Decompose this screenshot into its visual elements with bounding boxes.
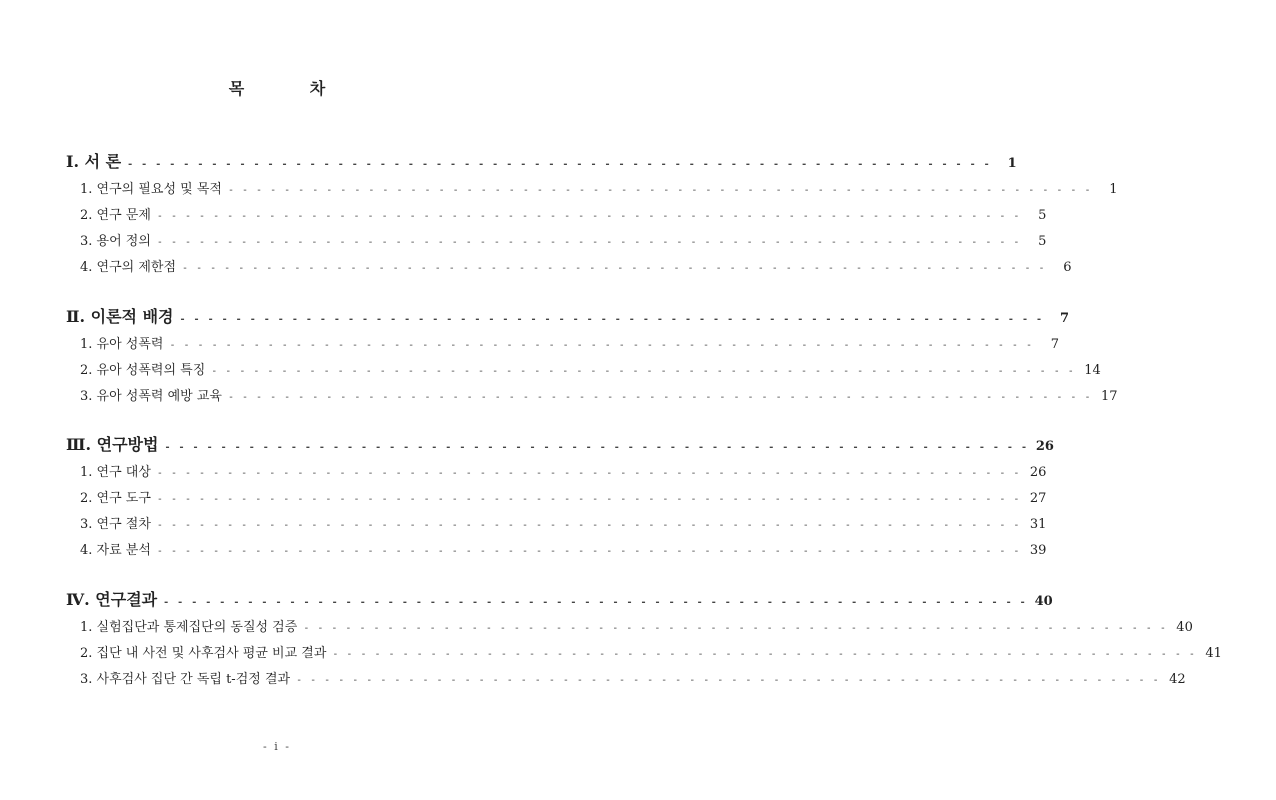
dot-leader: - - - - - - - - - - - - - - - - - - - - - - - - - - - - - - - - - - - - - - - - - - - - - - - - - - - - - - - - - - - - - - (156, 546, 1021, 557)
toc-title: 목 차 (228, 79, 356, 98)
dot-leader: - - - - - - - - - - - - - - - - - - - - - - - - - - - - - - - - - - - - - - - - - - - - - - - - - - - - - - - - - - - - - - (227, 185, 1092, 196)
toc-section-4[interactable] (0, 587, 1053, 610)
toc-page-number: 26 (1035, 439, 1054, 454)
toc-item-label: 4. 자료 분석 (80, 543, 151, 558)
toc-item[interactable] (0, 461, 1047, 480)
dot-leader: - - - - - - - - - - - - - - - - - - - - - - - - - - - - - - - - - - - - - - - - - - - - - - - - - - - - - - - - - - - - - - (156, 468, 1021, 479)
toc-page-number: 7 (1059, 311, 1070, 326)
dot-leader: - - - - - - - - - - - - - - - - - - - - - - - - - - - - - - - - - - - - - - - - - - - - - - - - - - - - - - - - - - - - - - (296, 675, 1160, 686)
toc-item[interactable] (0, 539, 1047, 558)
dot-leader: - - - - - - - - - - - - - - - - - - - - - - - - - - - - - - - - - - - - - - - - - - - - - - - - - - - - - - - - - - - - - - (127, 159, 991, 170)
toc-page-number: 40 (1176, 620, 1193, 635)
dot-leader: - - - - - - - - - - - - - - - - - - - - - - - - - - - - - - - - - - - - - - - - - - - - - - - - - - - - - - - - - - - - - - (164, 442, 1028, 453)
toc-item-label: 1. 연구 대상 (80, 465, 151, 480)
toc-item[interactable] (0, 256, 1072, 275)
toc-section-2[interactable] (0, 304, 1070, 327)
toc-page-number: 39 (1029, 543, 1047, 558)
toc-item[interactable] (0, 385, 1118, 404)
toc-page-number: 7 (1050, 337, 1059, 352)
dot-leader: - - - - - - - - - - - - - - - - - - - - - - - - - - - - - - - - - - - - - - - - - - - - - - - - - - - - - - - - - - - - - - (179, 314, 1044, 325)
toc-item[interactable] (0, 616, 1193, 635)
page-footer-number: - i - (263, 740, 291, 753)
toc-item[interactable] (0, 487, 1047, 506)
toc-item-label: 3. 유아 성폭력 예방 교육 (80, 389, 222, 404)
dot-leader: - - - - - - - - - - - - - - - - - - - - - - - - - - - - - - - - - - - - - - - - - - - - - - - - - - - - - - - - - - - - - - (156, 520, 1021, 531)
dot-leader: - - - - - - - - - - - - - - - - - - - - - - - - - - - - - - - - - - - - - - - - - - - - - - - - - - - - - - - - - - - - - - (303, 623, 1167, 634)
toc-section-label: Ⅳ. 연구결과 (66, 590, 158, 609)
toc-item-label: 2. 연구 문제 (80, 208, 151, 223)
dot-leader: - - - - - - - - - - - - - - - - - - - - - - - - - - - - - - - - - - - - - - - - - - - - - - - - - - - - - - - - - - - - - - (156, 211, 1021, 222)
toc-item-label: 3. 용어 정의 (80, 234, 151, 249)
toc-section-3[interactable] (0, 432, 1054, 455)
toc-item-label: 3. 사후검사 집단 간 독립 t-검정 결과 (80, 672, 291, 687)
toc-page-number: 1 (1109, 182, 1118, 197)
dot-leader: - - - - - - - - - - - - - - - - - - - - - - - - - - - - - - - - - - - - - - - - - - - - - - - - - - - - - - - - - - - - - - (156, 494, 1021, 505)
toc-section-label: Ⅰ. 서 론 (66, 152, 122, 171)
dot-leader: - - - - - - - - - - - - - - - - - - - - - - - - - - - - - - - - - - - - - - - - - - - - - - - - - - - - - - - - - - - - - - (227, 392, 1092, 403)
dot-leader: - - - - - - - - - - - - - - - - - - - - - - - - - - - - - - - - - - - - - - - - - - - - - - - - - - - - - - - - - - - - - - (182, 263, 1046, 274)
toc-item[interactable] (0, 668, 1186, 687)
toc-section-1[interactable] (0, 149, 1017, 172)
toc-page-number: 5 (1038, 234, 1047, 249)
toc-item[interactable] (0, 642, 1222, 661)
toc-section-label: Ⅱ. 이론적 배경 (66, 307, 174, 326)
toc-item-label: 3. 연구 절차 (80, 517, 151, 532)
toc-item-label: 1. 유아 성폭력 (80, 337, 164, 352)
toc-item[interactable] (0, 513, 1047, 532)
toc-page-number: 26 (1029, 465, 1047, 480)
toc-page-number: 27 (1029, 491, 1047, 506)
toc-item-label: 2. 집단 내 사전 및 사후검사 평균 비교 결과 (80, 646, 327, 661)
toc-page-number: 14 (1084, 363, 1101, 378)
toc-item-label: 4. 연구의 제한점 (80, 260, 177, 275)
toc-item[interactable] (0, 333, 1059, 352)
toc-page-number: 40 (1034, 594, 1053, 609)
toc-item[interactable] (0, 178, 1118, 197)
dot-leader: - - - - - - - - - - - - - - - - - - - - - - - - - - - - - - - - - - - - - - - - - - - - - - - - - - - - - - - - - - - - - - (332, 649, 1196, 660)
toc-item-label: 1. 실험집단과 통제집단의 동질성 검증 (80, 620, 298, 635)
dot-leader: - - - - - - - - - - - - - - - - - - - - - - - - - - - - - - - - - - - - - - - - - - - - - - - - - - - - - - - - - - - - - - (169, 340, 1033, 351)
toc-item[interactable] (0, 359, 1101, 378)
dot-leader: - - - - - - - - - - - - - - - - - - - - - - - - - - - - - - - - - - - - - - - - - - - - - - - - - - - - - - - - - - - - - - (156, 237, 1021, 248)
toc-item-label: 2. 연구 도구 (80, 491, 151, 506)
toc-page-number: 6 (1063, 260, 1072, 275)
toc-page-number: 42 (1169, 672, 1186, 687)
toc-page-number: 17 (1100, 389, 1118, 404)
toc-item[interactable] (0, 230, 1047, 249)
toc-page-number: 5 (1038, 208, 1047, 223)
toc-page-number: 41 (1205, 646, 1222, 661)
toc-page-number: 1 (1007, 156, 1017, 171)
dot-leader: - - - - - - - - - - - - - - - - - - - - - - - - - - - - - - - - - - - - - - - - - - - - - - - - - - - - - - - - - - - - - - (163, 597, 1027, 608)
toc-section-label: Ⅲ. 연구방법 (66, 435, 159, 454)
toc-page-number: 31 (1029, 517, 1047, 532)
dot-leader: - - - - - - - - - - - - - - - - - - - - - - - - - - - - - - - - - - - - - - - - - - - - - - - - - - - - - - - - - - - - - - (211, 366, 1075, 377)
toc-item-label: 2. 유아 성폭력의 특징 (80, 363, 206, 378)
toc-item[interactable] (0, 204, 1047, 223)
toc-item-label: 1. 연구의 필요성 및 목적 (80, 182, 222, 197)
